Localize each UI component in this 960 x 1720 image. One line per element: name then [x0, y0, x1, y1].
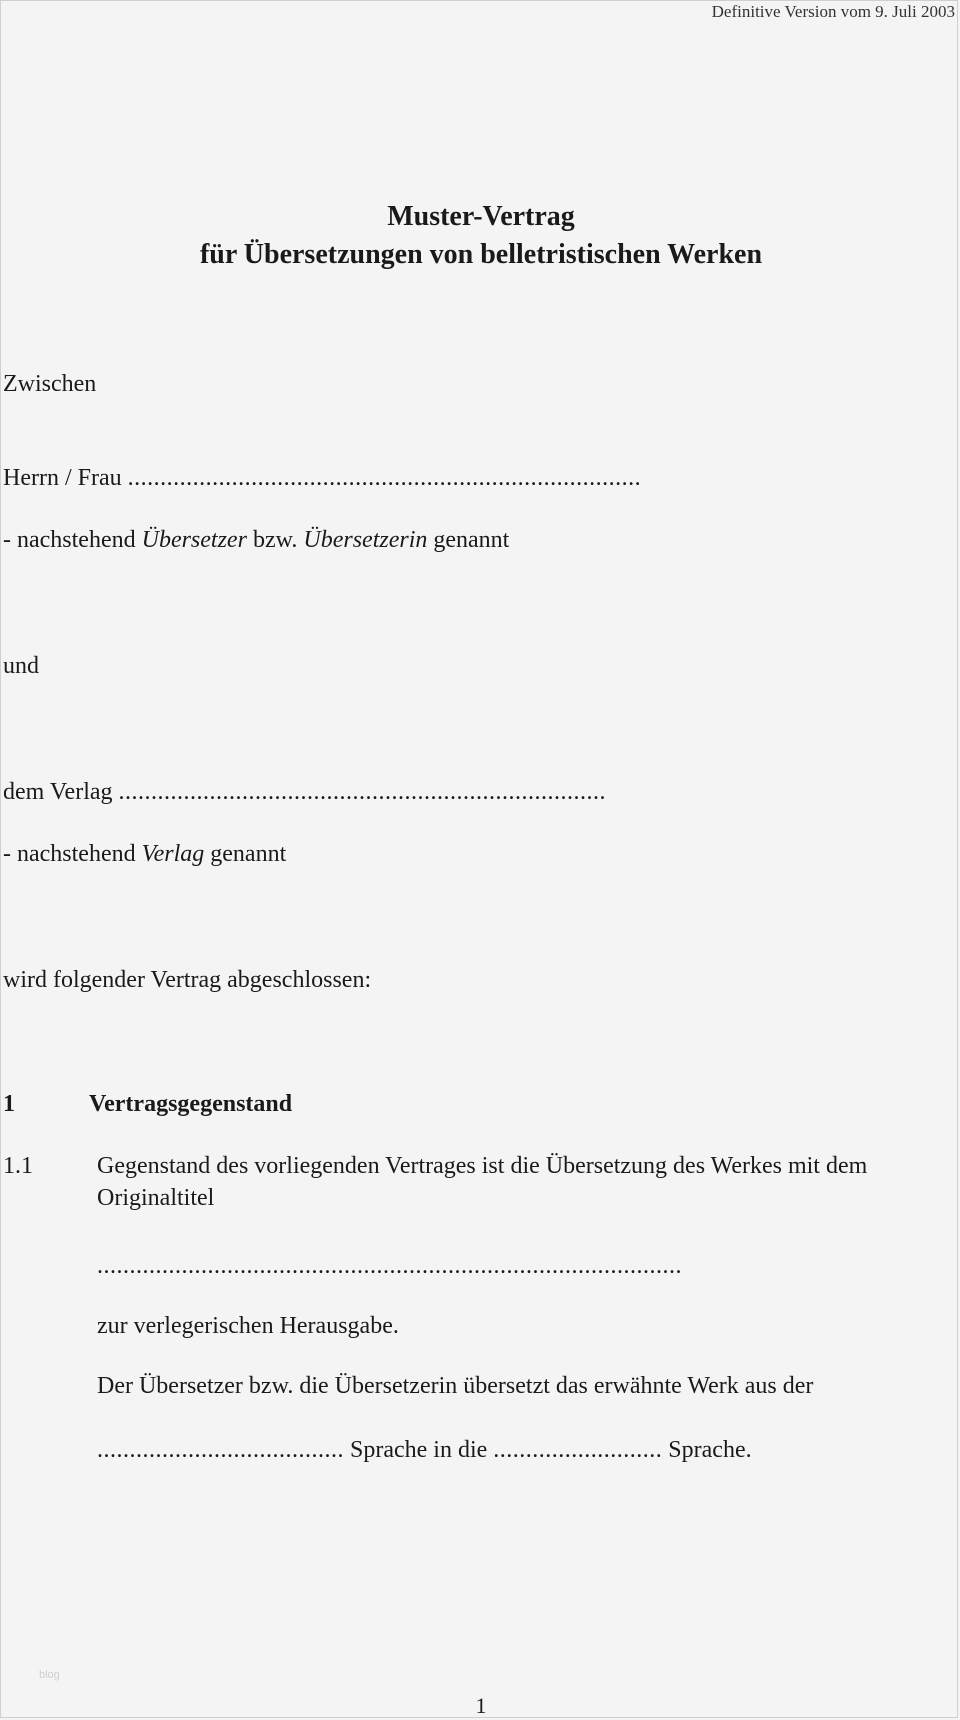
note-prefix: - nachstehend — [3, 841, 136, 867]
translator-line — [3, 465, 641, 492]
note-suffix: genannt — [210, 841, 287, 867]
original-title-blank: .......................................................................................... — [97, 1253, 682, 1279]
note-translator-m: Übersetzer — [141, 527, 247, 553]
translator-blank: ............................................................................... — [127, 465, 642, 491]
translator-note — [3, 527, 509, 554]
publication-text: zur verlegerischen Herausgabe. — [97, 1313, 399, 1339]
note-or: bzw. — [252, 527, 298, 553]
note-suffix: genannt — [433, 527, 510, 553]
clause-number: 1.1 — [3, 1153, 33, 1179]
section-number: 1 — [3, 1091, 15, 1117]
language-end: Sprache. — [668, 1437, 752, 1463]
note-prefix: - nachstehend — [3, 527, 136, 553]
note-translator-f: Übersetzerin — [303, 527, 428, 553]
translator-prefix: Herrn / Frau — [3, 465, 122, 491]
title-line-1: Muster-Vertrag — [387, 201, 575, 232]
note-publisher: Verlag — [141, 841, 205, 867]
section-heading: Vertragsgegenstand — [89, 1091, 293, 1117]
publisher-prefix: dem Verlag — [3, 779, 113, 805]
target-language-blank: .......................... — [493, 1437, 663, 1463]
source-language-blank: ...................................... — [97, 1437, 344, 1463]
translator-sentence: Der Übersetzer bzw. die Übersetzerin übersetzt das erwähnte Werk aus der — [97, 1373, 814, 1399]
concluded-text: wird folgender Vertrag abgeschlossen: — [3, 967, 372, 993]
version-header: Definitive Version vom 9. Juli 2003 — [711, 2, 955, 21]
and-label: und — [3, 653, 39, 679]
title-line-2: für Übersetzungen von belletristischen Werken — [199, 239, 763, 270]
watermark: blog — [39, 1669, 60, 1681]
language-mid: Sprache in die — [350, 1437, 488, 1463]
page-number: 1 — [475, 1693, 487, 1718]
language-line — [97, 1437, 752, 1464]
publisher-line — [3, 779, 606, 806]
clause-line-2: Originaltitel — [97, 1185, 215, 1211]
between-label: Zwischen — [3, 371, 97, 397]
publisher-blank: ........................................................................... — [118, 779, 607, 805]
clause-line-1: Gegenstand des vorliegenden Vertrages ist die Übersetzung des Werkes mit dem — [97, 1153, 868, 1179]
publisher-note — [3, 841, 286, 868]
